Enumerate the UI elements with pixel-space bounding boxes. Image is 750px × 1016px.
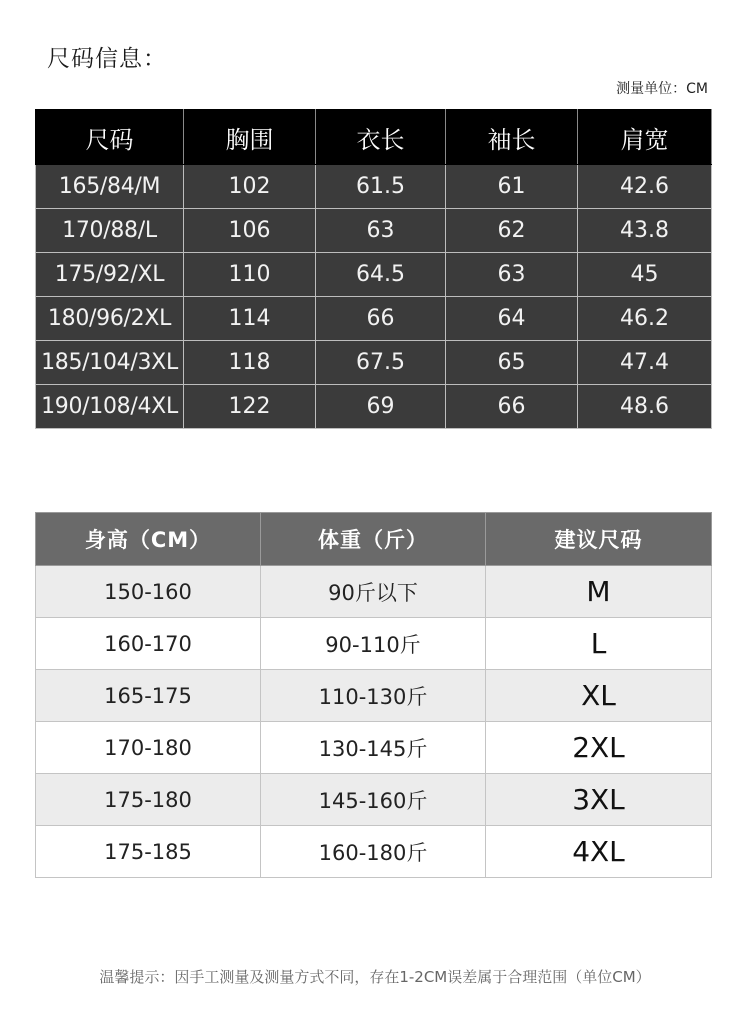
height-cell: 150-160: [36, 566, 261, 618]
sleeve-cell: 66: [446, 385, 578, 429]
size-chart-header-row: [36, 110, 712, 165]
page-title: 尺码信息：: [47, 46, 167, 72]
recommended-size-cell: XL: [486, 670, 712, 722]
shoulder-cell: 48.6: [578, 385, 712, 429]
size-cell: 190/108/4XL: [36, 385, 184, 429]
header-length: 衣长: [316, 110, 446, 165]
shoulder-cell: 46.2: [578, 297, 712, 341]
length-cell: 64.5: [316, 253, 446, 297]
recommended-size-cell: M: [486, 566, 712, 618]
sleeve-cell: 62: [446, 209, 578, 253]
sleeve-cell: 61: [446, 165, 578, 209]
weight-cell: 130-145斤: [261, 722, 486, 774]
header-weight: 体重（斤）: [261, 513, 486, 566]
height-cell: 160-170: [36, 618, 261, 670]
size-cell: 185/104/3XL: [36, 341, 184, 385]
weight-cell: 145-160斤: [261, 774, 486, 826]
table-row: [36, 385, 712, 429]
height-cell: 170-180: [36, 722, 261, 774]
recommended-size-cell: 3XL: [486, 774, 712, 826]
size-cell: 180/96/2XL: [36, 297, 184, 341]
weight-cell: 110-130斤: [261, 670, 486, 722]
table-row: [36, 209, 712, 253]
size-cell: 175/92/XL: [36, 253, 184, 297]
recommend-header-row: [36, 513, 712, 566]
size-recommendation-table: [35, 512, 712, 878]
table-row: [36, 670, 712, 722]
chest-cell: 102: [184, 165, 316, 209]
table-row: [36, 618, 712, 670]
height-cell: 175-180: [36, 774, 261, 826]
recommended-size-cell: L: [486, 618, 712, 670]
shoulder-cell: 45: [578, 253, 712, 297]
chest-cell: 114: [184, 297, 316, 341]
table-row: [36, 722, 712, 774]
shoulder-cell: 43.8: [578, 209, 712, 253]
table-row: [36, 165, 712, 209]
weight-cell: 160-180斤: [261, 826, 486, 878]
length-cell: 69: [316, 385, 446, 429]
table-row: [36, 774, 712, 826]
chest-cell: 110: [184, 253, 316, 297]
length-cell: 61.5: [316, 165, 446, 209]
header-recommended-size: 建议尺码: [486, 513, 712, 566]
shoulder-cell: 47.4: [578, 341, 712, 385]
size-cell: 165/84/M: [36, 165, 184, 209]
height-cell: 175-185: [36, 826, 261, 878]
footer-note: 温馨提示：因手工测量及测量方式不同，存在1-2CM误差属于合理范围（单位CM）: [99, 968, 651, 986]
sleeve-cell: 64: [446, 297, 578, 341]
chest-cell: 106: [184, 209, 316, 253]
sleeve-cell: 63: [446, 253, 578, 297]
size-chart-table: [35, 109, 712, 429]
header-chest: 胸围: [184, 110, 316, 165]
table-row: [36, 826, 712, 878]
height-cell: 165-175: [36, 670, 261, 722]
header-size: 尺码: [36, 110, 184, 165]
table-row: [36, 253, 712, 297]
table-row: [36, 297, 712, 341]
recommended-size-cell: 2XL: [486, 722, 712, 774]
size-cell: 170/88/L: [36, 209, 184, 253]
chest-cell: 122: [184, 385, 316, 429]
weight-cell: 90斤以下: [261, 566, 486, 618]
weight-cell: 90-110斤: [261, 618, 486, 670]
table-row: [36, 341, 712, 385]
shoulder-cell: 42.6: [578, 165, 712, 209]
length-cell: 63: [316, 209, 446, 253]
length-cell: 66: [316, 297, 446, 341]
sleeve-cell: 65: [446, 341, 578, 385]
measurement-unit-note: 测量单位：CM: [616, 81, 708, 97]
header-height: 身高（CM）: [36, 513, 261, 566]
header-sleeve: 袖长: [446, 110, 578, 165]
table-row: [36, 566, 712, 618]
length-cell: 67.5: [316, 341, 446, 385]
header-shoulder: 肩宽: [578, 110, 712, 165]
recommended-size-cell: 4XL: [486, 826, 712, 878]
chest-cell: 118: [184, 341, 316, 385]
